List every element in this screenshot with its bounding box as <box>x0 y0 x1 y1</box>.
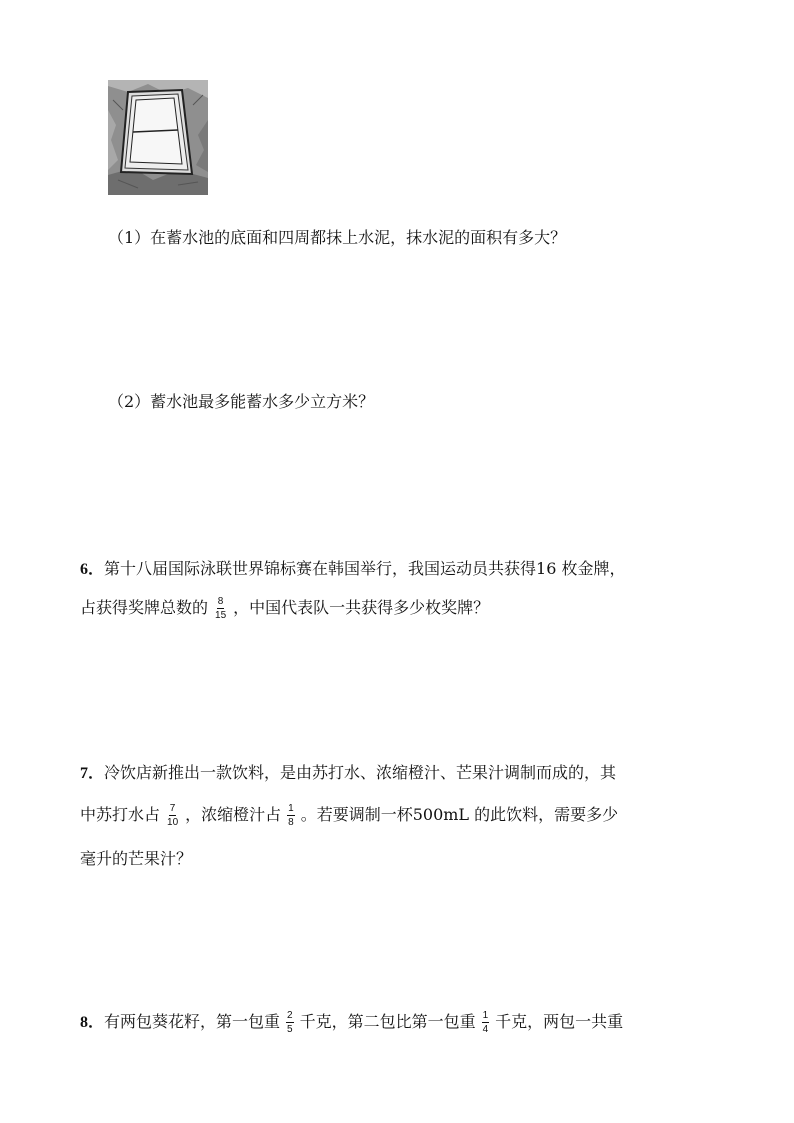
question-text: 千克，第二包比第一包重 <box>299 1012 476 1031</box>
question-text: ，浓缩橙汁占 <box>185 805 282 824</box>
fraction-numerator: 1 <box>288 803 294 814</box>
fraction-denominator: 5 <box>287 1024 293 1035</box>
question-text: 第十八届国际泳联世界锦标赛在韩国举行，我国运动员共获得16 枚金牌， <box>104 559 626 578</box>
question-7-line-1 <box>80 761 616 786</box>
fraction <box>482 1010 490 1035</box>
question-number: 8． <box>80 1014 105 1031</box>
reservoir-illustration <box>108 80 208 195</box>
fraction-denominator: 8 <box>288 817 294 828</box>
question-8-line-1 <box>80 1010 623 1035</box>
fraction <box>166 803 179 828</box>
fraction-numerator: 7 <box>169 803 176 814</box>
question-7-line-2 <box>80 803 618 828</box>
fraction-numerator: 1 <box>482 1010 489 1021</box>
fraction-denominator: 10 <box>167 817 179 828</box>
fraction <box>286 1010 294 1035</box>
question-text: 占获得奖牌总数的 <box>80 598 209 617</box>
subquestion-2: （2）蓄水池最多能蓄水多少立方米？ <box>108 392 375 411</box>
question-text: ，中国代表队一共获得多少枚奖牌？ <box>233 598 490 617</box>
fraction-denominator: 15 <box>215 610 227 621</box>
question-number: 6． <box>80 561 105 578</box>
question-6-line-1 <box>80 557 625 582</box>
question-text: 中苏打水占 <box>80 805 161 824</box>
fraction-numerator: 8 <box>217 596 224 607</box>
subquestion-1: （1）在蓄水池的底面和四周都抹上水泥，抹水泥的面积有多大？ <box>108 228 567 247</box>
fraction <box>287 803 295 828</box>
fraction <box>214 596 227 621</box>
question-7-line-3 <box>80 847 192 871</box>
fraction-numerator: 2 <box>287 1010 293 1021</box>
question-text: 千克，两包一共重 <box>495 1012 624 1031</box>
question-text: 。若要调制一杯500mL 的此饮料，需要多少 <box>300 805 619 824</box>
question-text: 冷饮店新推出一款饮料，是由苏打水、浓缩橙汁、芒果汁调制而成的，其 <box>104 763 617 782</box>
question-6-line-2 <box>80 596 489 621</box>
question-text: 有两包葵花籽，第一包重 <box>104 1012 281 1031</box>
fraction-denominator: 4 <box>482 1024 489 1035</box>
question-number: 7． <box>80 765 105 782</box>
question-text: 毫升的芒果汁？ <box>80 849 193 868</box>
